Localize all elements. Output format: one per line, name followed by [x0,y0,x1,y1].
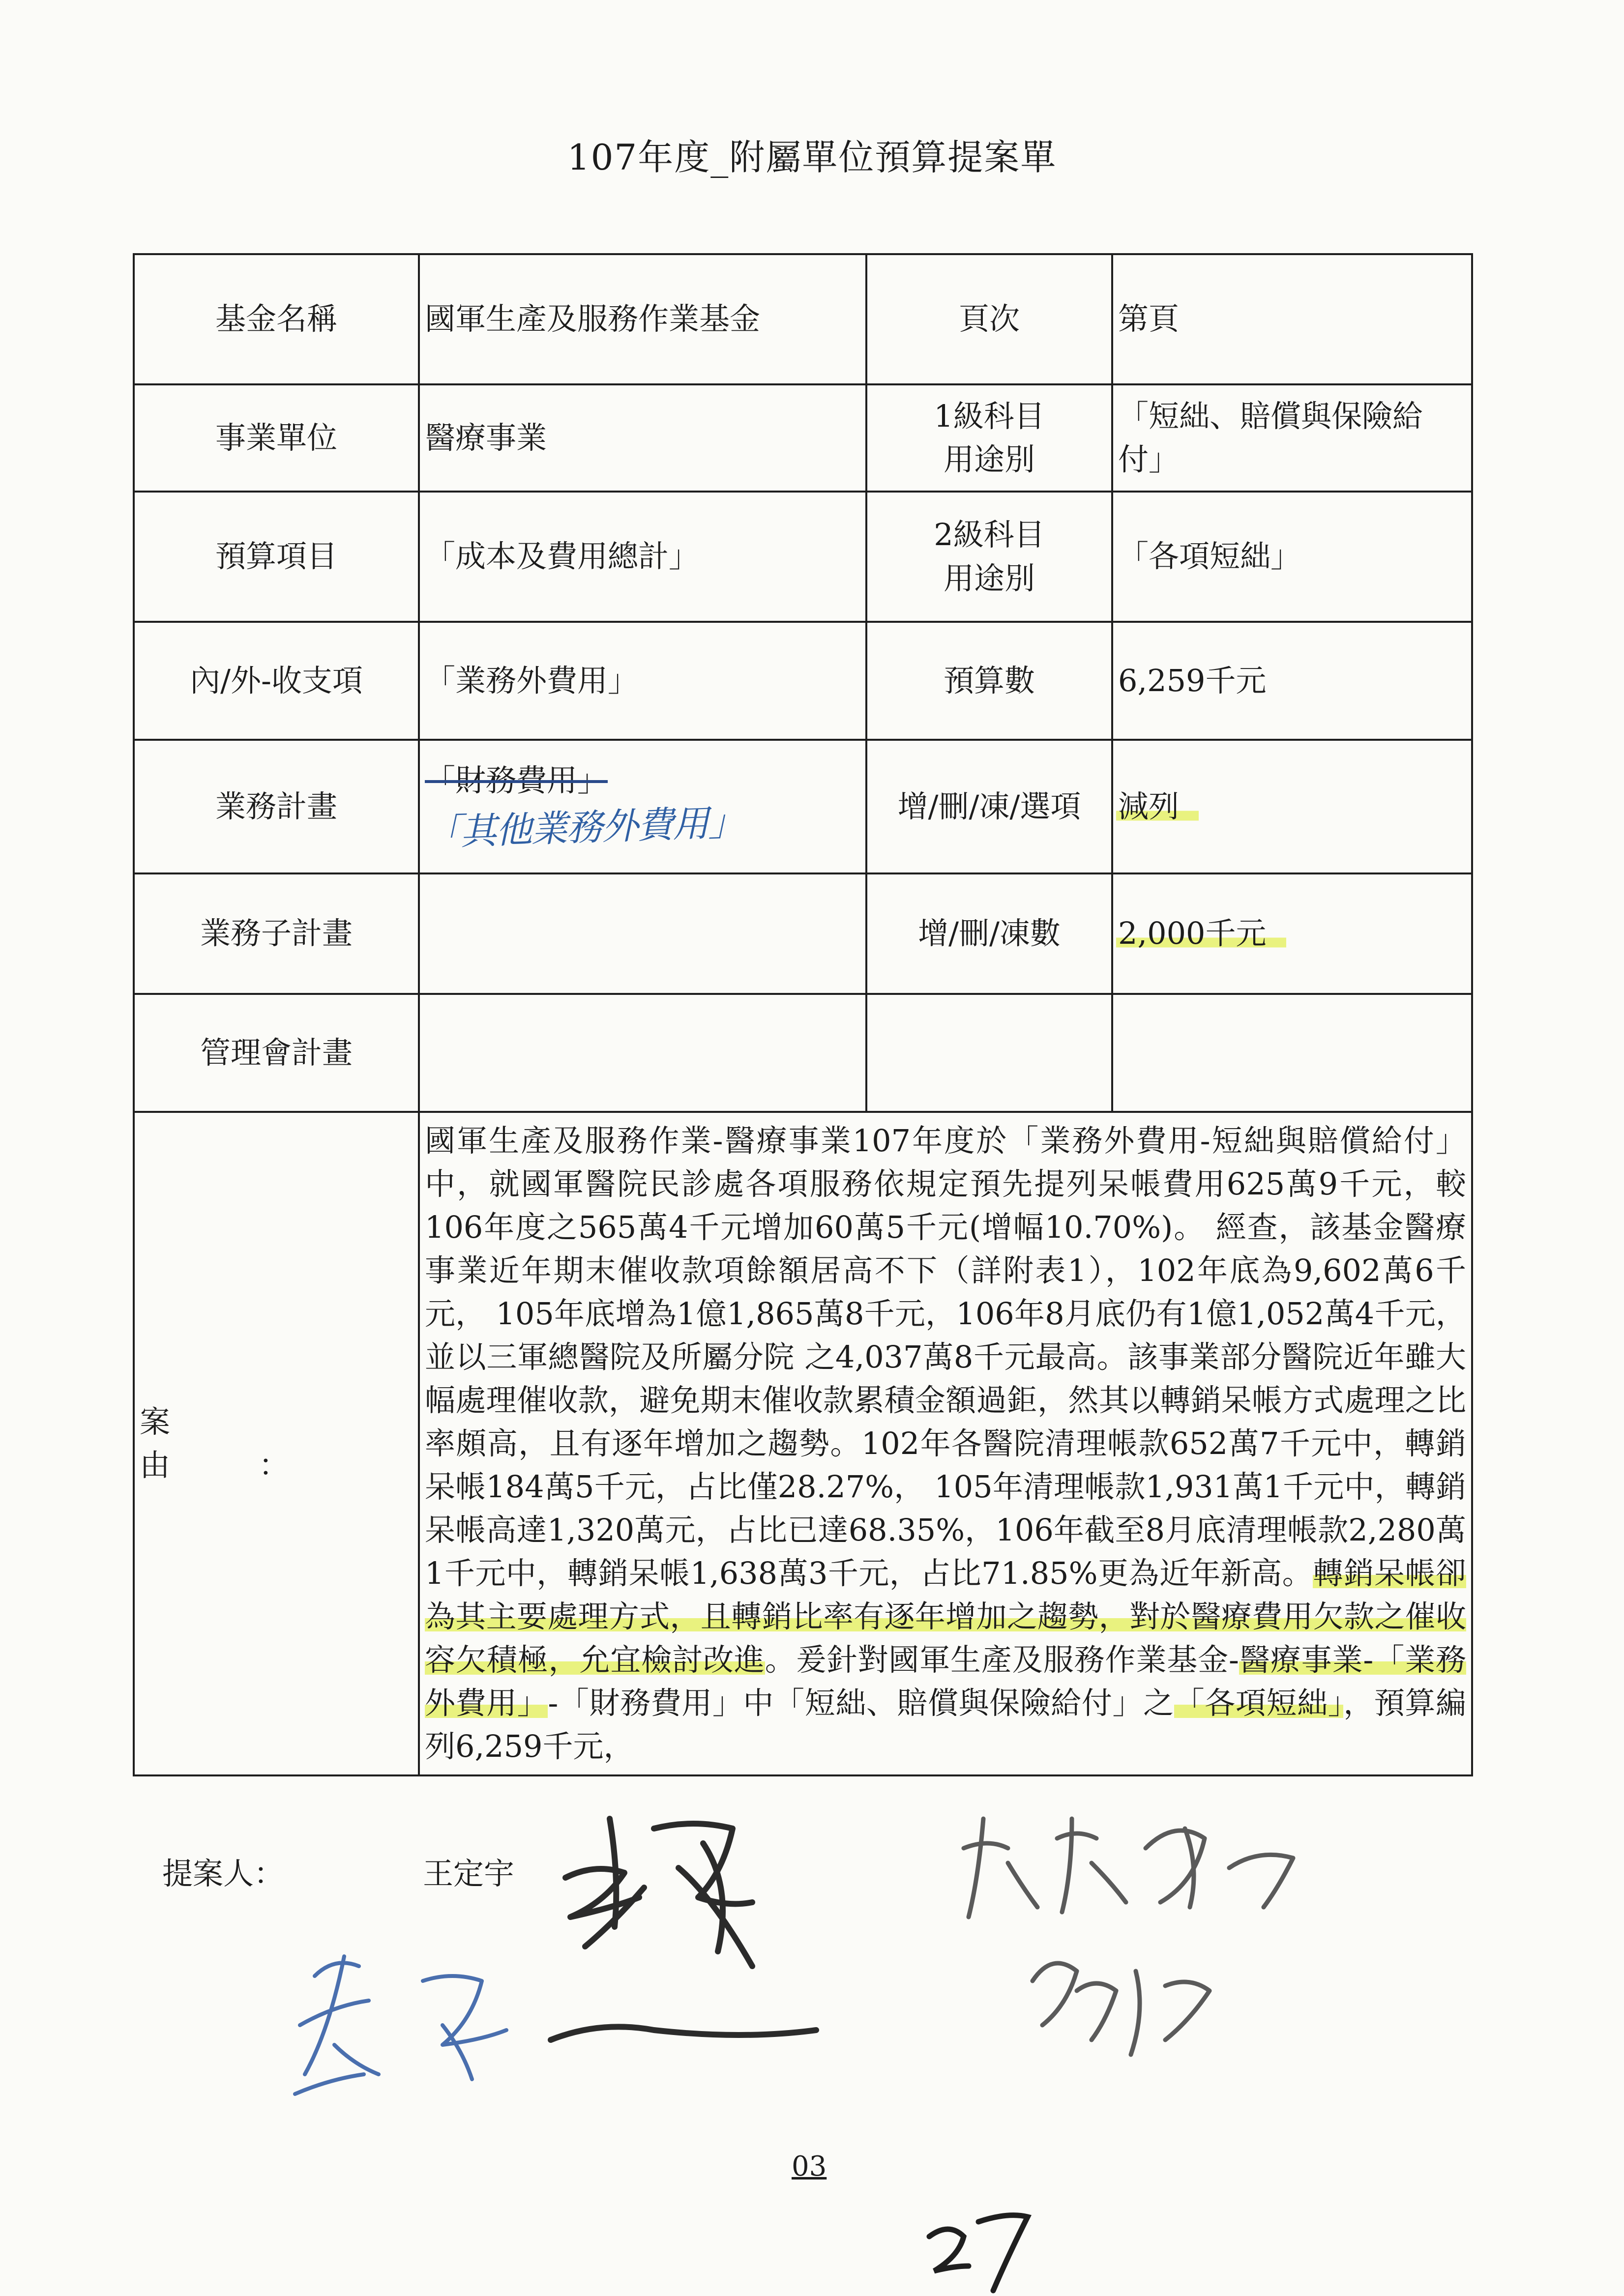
handwritten-plan-text: 「其他業務外費用」 [424,801,744,855]
in-out-item-label: 內/外-收支項 [134,622,419,740]
action-option-label: 增/刪/凍/選項 [866,740,1112,873]
level1-label-line1: 1級科目 [934,398,1045,434]
fund-name-value: 國軍生產及服務作業基金 [419,254,866,384]
empty-cell [866,994,1112,1112]
business-unit-label: 事業單位 [134,384,419,492]
reason-part3: 。爰針對國軍生產及服務作業基金- [765,1642,1239,1678]
business-subplan-label: 業務子計畫 [134,873,419,994]
in-out-item-value: 「業務外費用」 [419,622,866,740]
budget-amount-value: 6,259千元 [1112,622,1472,740]
table-row [134,384,1472,492]
page-label: 頁次 [866,254,1112,384]
signature-gray [964,1819,1293,2055]
reason-label: 案 由： [134,1112,419,1775]
page-mark [929,2215,1028,2291]
level2-subject-value: 「各項短絀」 [1112,492,1472,622]
level2-label-line1: 2級科目 [934,517,1045,553]
table-row [134,254,1472,384]
reason-part5: -「財務費用」中「短絀、賠償與保險給付」之 [548,1685,1174,1721]
budget-amount-label: 預算數 [866,622,1112,740]
budget-item-value: 「成本及費用總計」 [419,492,866,622]
change-amount-highlight: 2,000千元 [1116,915,1286,951]
table-row [134,622,1472,740]
proposer-name: 王定宇 [423,1856,515,1891]
table-row [134,492,1472,622]
level2-subject-label [866,492,1112,622]
table-row [134,740,1472,873]
action-option-highlight: 減列 [1116,788,1199,824]
level1-subject-label [866,384,1112,492]
reason-part7: ，預算編列6,259千元， [425,1685,1466,1765]
struck-plan-text: 「財務費用」 [425,762,608,799]
management-plan-label: 管理會計畫 [134,994,419,1112]
table-row [134,1112,1472,1775]
signature-black [551,1819,816,2040]
business-unit-value: 醫療事業 [419,384,866,492]
fund-name-label: 基金名稱 [134,254,419,384]
budget-item-label: 預算項目 [134,492,419,622]
level1-label-line2: 用途別 [943,441,1035,477]
reason-part1: 國軍生產及服務作業-醫療事業107年度於「業務外費用-短絀與賠償給付」中，就國軍醫院民診處各項服務依規定預先提列呆帳費用625萬9千元，較106年度之565萬4千元增加60萬5千元(增幅10.70%)。 經查，該基金醫療事業近年期末催收款項餘額居高不下（詳附表1），102年底為9,602萬6千元， 105年底增為1億1,865萬8千元，106年8月底仍有1億1,052萬4千元，並以三軍總醫院及所屬分院 之4,037萬8千元最高。該事業部分醫院近年雖大幅處理催收款，避免期末催收款累積金額過鉅，然其以轉銷呆帳方式處理之比率頗高，且有逐年增加之趨勢。102年各醫院清理帳款652萬7千元中，轉銷呆帳184萬5千元，占比僅28.27%， 105年清理帳款1,931萬1千元中，轉銷呆帳高達1,320萬元，占比已達68.35%，106年截至8月底清理帳款2,280萬1千元中，轉銷呆帳1,638萬3千元，占比71.85%更為近年新高。 [425,1122,1466,1592]
page-title: 107年度_附屬單位預算提案單 [567,137,1057,178]
reason-highlight-unit: 醫療事業-「業務外費用」 [425,1642,1466,1721]
business-subplan-value [419,873,866,994]
change-amount-value [1112,873,1472,994]
proposer-label: 提案人： [162,1856,285,1891]
reason-text [419,1112,1472,1775]
business-plan-label: 業務計畫 [134,740,419,873]
management-plan-value [419,994,866,1112]
level2-label-line2: 用途別 [943,560,1035,596]
table-row [134,994,1472,1112]
proposal-table [133,253,1473,1776]
table-row [134,873,1472,994]
page-value: 第頁 [1112,254,1472,384]
business-plan-value [419,740,866,873]
empty-cell [1112,994,1472,1112]
signature-blue [295,1956,506,2094]
level1-subject-value: 「短絀、賠償與保險給付」 [1112,384,1472,492]
reason-highlight-main: 轉銷呆帳卻為其主要處理方式，且轉銷比率有逐年增加之趨勢，對於醫療費用欠款之催收容欠積極，允宜檢討改進 [425,1555,1466,1678]
action-option-value [1112,740,1472,873]
reason-highlight-item: 「各項短絀」 [1174,1685,1344,1721]
page-number: 03 [792,2151,827,2182]
change-amount-label: 增/刪/凍數 [866,873,1112,994]
